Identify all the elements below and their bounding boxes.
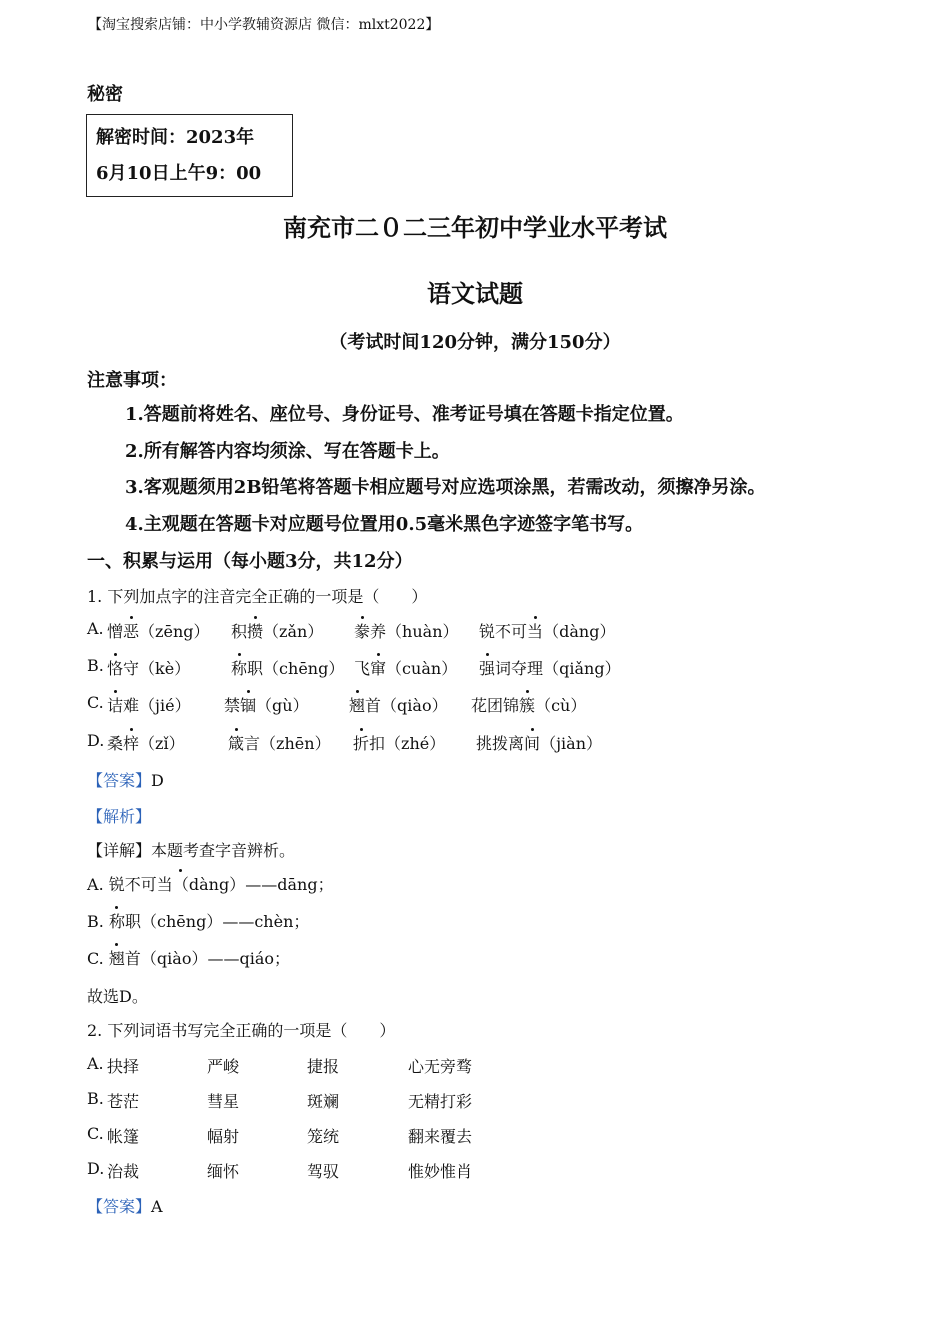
emphasis-dot-char: 攒: [247, 619, 263, 642]
question-2-stem: 2. 下列词语书写完全正确的一项是（ ）: [87, 1021, 396, 1040]
exam-title: 南充市二０二三年初中学业水平考试: [283, 213, 667, 242]
answer-line-2: [87, 1194, 163, 1217]
emphasis-dot-char: 强: [479, 656, 495, 679]
secret-label: 秘密: [87, 84, 123, 105]
emphasis-dot-char: 梓: [123, 731, 139, 754]
option-word: 桑梓（zǐ）: [107, 731, 185, 754]
option-word: 幅射: [207, 1127, 240, 1146]
option-word: 强词夺理（qiǎng）: [479, 656, 621, 679]
detail-text: 本题考查字音辨析。: [151, 841, 296, 860]
option-word: 苍茫: [107, 1092, 140, 1111]
option-letter: B.: [87, 1089, 104, 1108]
option-word: 恪守（kè）: [107, 656, 190, 679]
answer-label: 【答案】: [87, 771, 152, 790]
analysis-label: 【解析】: [87, 807, 152, 826]
notice-item: 1.答题前将姓名、座位号、身份证号、准考证号填在答题卡指定位置。: [125, 404, 684, 425]
section-heading: 一、积累与运用（每小题3分，共12分）: [87, 551, 413, 572]
notice-title: 注意事项：: [87, 370, 177, 391]
option-word: 缅怀: [207, 1162, 240, 1181]
option-word: 抉择: [107, 1057, 140, 1076]
answer-value: D: [151, 771, 164, 790]
decrypt-time-line1: 解密时间：2023年: [96, 127, 255, 148]
emphasis-dot-char: 恪: [107, 656, 123, 679]
option-word: 彗星: [207, 1092, 240, 1111]
option-word: 憎恶（zēng）: [107, 619, 210, 642]
analysis-line: C. 翘首（qiào）——qiáo；: [87, 946, 290, 969]
answer-line: [87, 768, 164, 791]
option-word: 豢养（huàn）: [354, 619, 459, 642]
option-letter: A.: [87, 1054, 104, 1073]
emphasis-dot-char: 簇: [519, 693, 535, 716]
emphasis-dot-char: 称: [231, 656, 247, 679]
emphasis-dot-char: 诘: [107, 693, 123, 716]
emphasis-dot-char: 翘: [349, 693, 365, 716]
option-word: 积攒（zǎn）: [231, 619, 323, 642]
emphasis-dot-char: 豢: [354, 619, 370, 642]
option-word: 锐不可当（dàng）: [479, 619, 615, 642]
answer-value: A: [151, 1197, 163, 1216]
notice-item: 2.所有解答内容均须涂、写在答题卡上。: [125, 441, 450, 462]
option-letter: C.: [87, 693, 104, 712]
option-word: 禁锢（gù）: [224, 693, 309, 716]
option-word: 翘首（qiào）: [349, 693, 448, 716]
option-word: 飞窜（cuàn）: [354, 656, 457, 679]
exam-subtitle: 语文试题: [427, 279, 523, 308]
emphasis-dot-char: 折: [353, 731, 369, 754]
exam-time-info: （考试时间120分钟，满分150分）: [329, 332, 621, 353]
decrypt-time-line2: 6月10日上午9：00: [96, 163, 262, 184]
analysis-line: B. 称职（chēng）——chèn；: [87, 909, 309, 932]
detail-line: [87, 838, 295, 861]
emphasis-dot-char: 箴: [228, 731, 244, 754]
option-word: 斑斓: [307, 1092, 340, 1111]
option-word: 挑拨离间（jiàn）: [476, 731, 602, 754]
emphasis-dot-char: （: [173, 872, 189, 895]
option-word: 驾驭: [307, 1162, 340, 1181]
option-word: 折扣（zhé）: [353, 731, 445, 754]
option-letter: D.: [87, 731, 105, 750]
option-word: 花团锦簇（cù）: [471, 693, 586, 716]
option-word: 严峻: [207, 1057, 240, 1076]
emphasis-dot-char: 间: [524, 731, 540, 754]
option-letter: A.: [87, 619, 104, 638]
option-letter: B.: [87, 656, 104, 675]
option-word: 翻来覆去: [408, 1127, 473, 1146]
option-word: 治裁: [107, 1162, 140, 1181]
option-word: 帐篷: [107, 1127, 140, 1146]
emphasis-dot-char: 恶: [123, 619, 139, 642]
detail-label: 【详解】: [87, 841, 152, 860]
analysis-line: A. 锐不可当（dàng）——dāng；: [87, 872, 334, 895]
option-word: 无精打彩: [408, 1092, 473, 1111]
page-header: 【淘宝搜索店铺：中小学教辅资源店 微信：mlxt2022】: [88, 17, 440, 33]
option-word: 笼统: [307, 1127, 340, 1146]
emphasis-dot-char: 窜: [370, 656, 386, 679]
option-word: 惟妙惟肖: [408, 1162, 473, 1181]
emphasis-dot-char: 当: [527, 619, 543, 642]
option-word: 诘难（jié）: [107, 693, 191, 716]
emphasis-dot-char: 翘: [109, 946, 125, 969]
option-word: 心无旁骛: [408, 1057, 473, 1076]
answer-label: 【答案】: [87, 1197, 152, 1216]
notice-item: 3.客观题须用2B铅笔将答题卡相应题号对应选项涂黑，若需改动，须擦净另涂。: [125, 477, 766, 498]
analysis-conclusion: 故选D。: [87, 987, 148, 1006]
emphasis-dot-char: 锢: [240, 693, 256, 716]
emphasis-dot-char: 称: [109, 909, 125, 932]
question-1-stem: 1. 下列加点字的注音完全正确的一项是（ ）: [87, 587, 428, 606]
option-letter: C.: [87, 1124, 104, 1143]
option-word: 箴言（zhēn）: [228, 731, 331, 754]
notice-item: 4.主观题在答题卡对应题号位置用0.5毫米黑色字迹签字笔书写。: [125, 514, 644, 535]
option-word: 称职（chēng）: [231, 656, 344, 679]
option-word: 捷报: [307, 1057, 340, 1076]
option-letter: D.: [87, 1159, 105, 1178]
